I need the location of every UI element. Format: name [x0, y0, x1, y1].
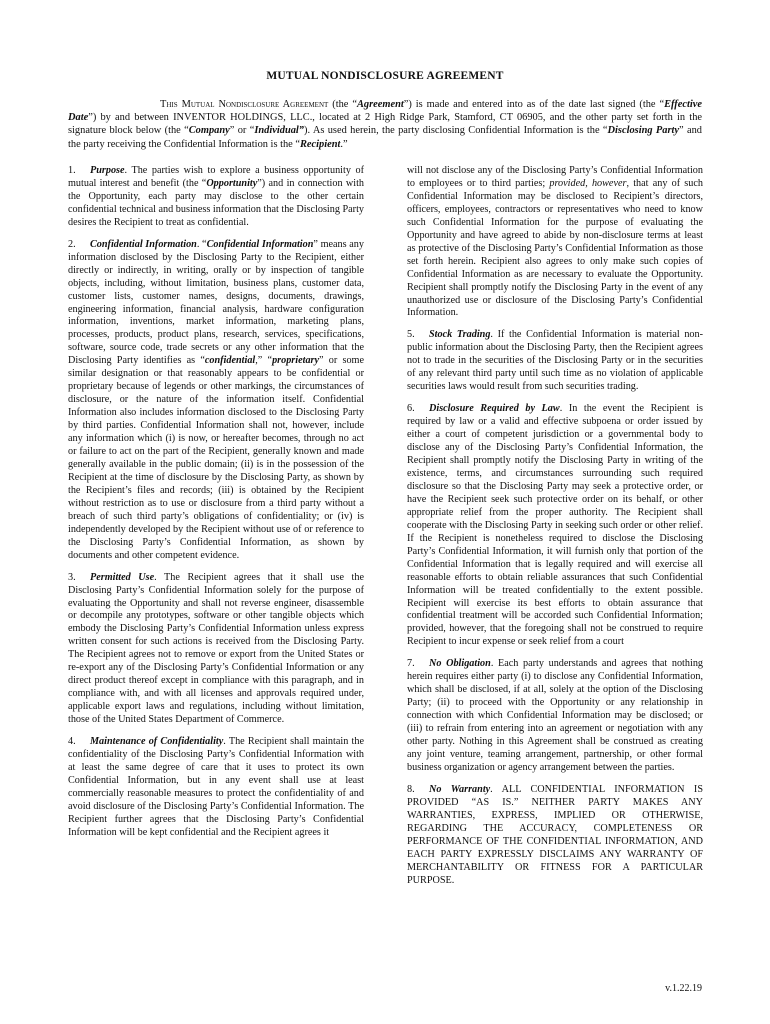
intro-lead: This Mutual Nondisclosure Agreement: [160, 99, 329, 110]
section-number: 3.: [68, 571, 76, 583]
section-5-stock-trading: [407, 329, 703, 394]
section-text: ”) and in connection with the Opportunity, each party may disclose to the other certain confidential technical and business information that the Disclosing Party desires the Recipient to treat as confidential.: [68, 177, 364, 228]
section-number: 7.: [407, 658, 415, 670]
section-6-disclosure-required: [407, 403, 703, 649]
recipient-term: Recipient: [299, 138, 341, 150]
intro-text: ” and the party receiving the Confidential Information is the “: [68, 125, 702, 150]
section-text: . The Recipient agrees that it shall use the Disclosing Party’s Confidential Information solely for the purpose of evaluating the Opportunity and shall not reverse engineer, disassemble or decompile any prototypes, software or other tangible objects which embody the Disclosing Party’s Confidential Information unless express written consent for such actions is received from the Disclosing Party. The Recipient agrees not to remove or export from the United States or re-export any of the Disclosing Party’s Confidential Information or any direct product thereof except in compliance with this paragraph, and in compliance with, and with all licenses and approvals required under, applicable export laws and regulations, including without limitation, those of the United States Department of Commerce.: [68, 571, 364, 726]
section-number: 6.: [407, 403, 415, 415]
section-4-continued: [407, 165, 703, 320]
section-text: . If the Confidential Information is material non-public information about the Disclosing Party, then the Recipient agrees not to trade in the securities of the Disclosing Party or in the securities of any relevant third party until such time as no violation of applicable securities laws would result from such securities trading.: [407, 329, 703, 393]
section-heading: Maintenance of Confidentiality: [90, 736, 224, 748]
agreement-term: Agreement: [356, 99, 404, 110]
defined-term: Opportunity: [206, 177, 258, 189]
section-text: . In the event the Recipient is required by law or a valid and effective subpoena or order issued by either a court of competent jurisdiction or a governmental body to disclose any of the Disclosing Party’s Confidential Information, the Recipient shall promptly notify the Disclosing Party in writing of the existence, terms, and circumstances surrounding such required disclosure so that the Disclosing Party may seek a protective order, or have the Recipient seek such protective order on its behalf, or other appropriate relief from the proper authority. The Recipient shall cooperate with the Disclosing Party in seeking such order or other relief. If the Recipient is nonetheless required to disclose the Disclosing Party’s Confidential Information, it will furnish only that portion of the Confidential Information that is legally required and will exercise all reasonable efforts to obtain reliable assurances that such Confidential Information will be treated confidentially to the extent possible. Recipient will exercise its best efforts to obtain assurance that confidential treatment will be accorded such Confidential Information; provided, however, that the foregoing shall not be construed to require Recipient to incur expense or seek relief from a court: [407, 403, 703, 648]
section-number: 4.: [68, 736, 76, 748]
section-8-no-warranty: [407, 784, 703, 888]
section-heading: Disclosure Required by Law: [429, 403, 560, 415]
section-heading: Confidential Information: [90, 238, 197, 250]
proviso-text: provided, however: [549, 177, 627, 189]
intro-text: .”: [340, 138, 348, 150]
defined-term: Confidential Information: [206, 238, 314, 250]
section-4-maintenance: [68, 736, 364, 840]
intro-paragraph: [68, 98, 702, 151]
right-column: [407, 165, 703, 897]
section-number: 1.: [68, 165, 76, 176]
section-text: ” means any information disclosed by the Disclosing Party to the Recipient, either directly or indirectly, in writing, orally or by inspection of tangible objects, including, without limitation, business plans, customer data, customer lists, customer names, designs, documents, drawings, engineering information, financial analysis, hardware configuration information, inventions, market information, marketing plans, processes, products, product plans, research, services, specifications, software, source code, trade secrets or any other information that the Disclosing Party identifies as “: [68, 238, 364, 367]
section-text: . ALL CONFIDENTIAL INFORMATION IS PROVIDED “AS IS.” NEITHER PARTY MAKES ANY WARRANTIES, EXPRESS, IMPLIED OR OTHERWISE, REGARDING THE ACCURACY, COMPLETENESS OR PERFORMANCE OF THE CONFIDENTIAL INFORMATION, AND EACH PARTY EXPRESSLY DISCLAIMS ANY WARRANTY OF MERCHANTABILITY OR FITNESS FOR A PARTICULAR PURPOSE.: [407, 783, 703, 886]
company-term: Company: [188, 125, 230, 137]
section-heading: No Warranty: [429, 783, 491, 795]
intro-text: ). As used herein, the party disclosing Confidential Information is the “: [304, 125, 608, 137]
section-number: 5.: [407, 329, 415, 341]
version-label: v.1.22.19: [665, 983, 702, 994]
intro-text: ” or “: [229, 125, 255, 137]
disclosing-party-term: Disclosing Party: [607, 125, 680, 137]
document-title: MUTUAL NONDISCLOSURE AGREEMENT: [266, 70, 504, 82]
section-heading: Stock Trading: [429, 329, 491, 341]
section-text: . Each party understands and agrees that nothing herein requires either party (i) to disclose any Confidential Information, which shall be disclosed, if at all, solely at the option of the Disclosing Party; (ii) to proceed with the Opportunity or any relationship in connection with which Confidential Information may be disclosed; or (iii) to refrain from entering into an agreement or negotiation with any other party. Nothing in this Agreement shall be construed as creating any joint venture, teaming arrangement, partnership, or other formal business organization or agency arrangement between the parties.: [407, 658, 704, 773]
section-1-purpose: [68, 165, 364, 230]
section-7-no-obligation: [407, 658, 703, 775]
section-text: . The parties wish to explore a business opportunity of mutual interest and benefit (the “: [68, 165, 364, 189]
section-number: 2.: [68, 238, 76, 250]
section-text: . The Recipient shall maintain the confidentiality of the Disclosing Party’s Confidential Information with at least the same degree of care that it uses to protect its own Confidential Information, but in any event shall use at least commercially reasonable measures to protect the confidentiality of and avoid disclosure of the Disclosing Party’s Confidential Information. The Recipient further agrees that the Disclosing Party’s Confidential Information will be kept confidential and the Recipient agrees it: [68, 736, 364, 838]
section-text: will not disclose any of the Disclosing Party’s Confidential Information to employees or to third parties;: [407, 165, 703, 189]
section-text: ” or some similar designation or that reasonably appears to be confidential or proprietary because of legends or other markings, the circumstances of disclosure, or the nature of the information itself. Confidential Information also includes information disclosed to the Disclosing Party by third parties. Confidential Information shall not, however, include any information which (i) is now, or hereafter becomes, through no act or failure to act on the part of the Recipient, generally known and made generally available in the public domain; (ii) is in the possession of the Recipient at the time of disclosure by the Disclosing Party, as shown by the Recipient’s files and records; (iii) is obtained by the Recipient without restriction as to use or disclosure from a third party without a breach of such third party’s obligations of confidentiality; or (iv) is independently developed by the Recipient without use of or reference to the Disclosing Party’s Confidential Information, as shown by documents and other competent evidence.: [68, 355, 364, 561]
defined-term: proprietary: [272, 355, 320, 367]
section-heading: Purpose: [90, 165, 125, 176]
section-text: . “: [196, 238, 207, 250]
section-text: ,” “: [255, 355, 273, 367]
effective-date-term: Effective Date: [68, 99, 702, 124]
section-heading: Permitted Use: [90, 571, 155, 583]
individual-term: Individual”: [254, 125, 304, 137]
intro-text: (the “: [328, 99, 357, 110]
section-text: , that any of such Confidential Information may be disclosed to Recipient’s directors, officers, employees, contractors or representatives who need to know such Confidential Information for the purpose of evaluating the Opportunity and have agreed to abide by non-disclosure terms at least as protective of the Disclosing Party’s Confidential Information as those set forth herein. Recipient also agrees to only make such copies of Confidential Information as are necessary to evaluate the Opportunity. Recipient shall promptly notify the Disclosing Party in the event of any unauthorized use or disclosure of the Disclosing Party’s Confidential Information.: [407, 177, 703, 319]
section-heading: No Obligation: [429, 658, 491, 670]
intro-text: ”) by and between INVENTOR HOLDINGS, LLC., located at 2 High Ridge Park, Stamford, CT 06905, and the other party set forth in the signature block below (the “: [68, 112, 702, 137]
intro-text: ”) is made and entered into as of the date last signed (the “: [403, 99, 665, 110]
section-3-permitted-use: [68, 572, 364, 727]
left-column: [68, 165, 364, 849]
defined-term: confidential: [204, 355, 256, 367]
section-2-confidential-information: [68, 239, 364, 563]
section-number: 8.: [407, 783, 415, 795]
